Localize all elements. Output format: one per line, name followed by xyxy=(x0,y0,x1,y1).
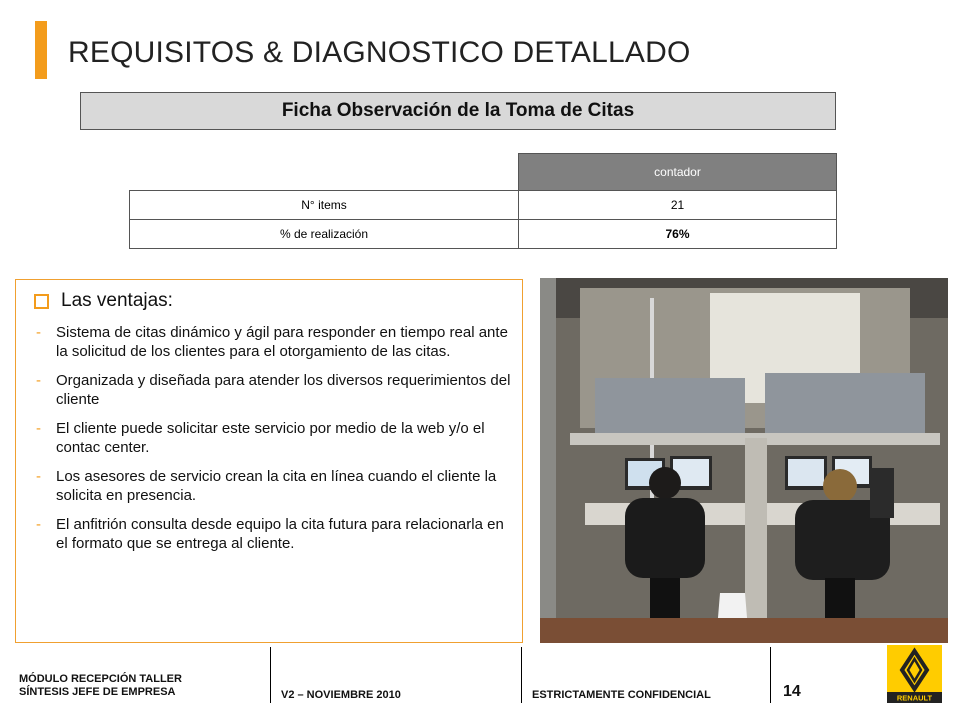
title-accent-bar xyxy=(35,21,47,79)
advantages-list xyxy=(36,323,516,563)
list-item-text: El anfitrión consulta desde equipo la cita futura para relacionarla en el formato que se entrega al cliente. xyxy=(56,516,504,552)
checkbox-bullet-icon xyxy=(34,294,49,309)
footer-version: V2 – NOVIEMBRE 2010 xyxy=(281,689,401,701)
list-item xyxy=(36,515,516,553)
advantages-panel xyxy=(15,279,523,643)
page-number: 14 xyxy=(783,683,801,700)
dash-bullet: - xyxy=(36,516,41,533)
page-title: REQUISITOS & DIAGNOSTICO DETALLADO xyxy=(68,36,691,69)
table-row xyxy=(130,191,837,220)
stats-table-column-header: contador xyxy=(519,154,837,191)
stats-table-header-empty xyxy=(130,154,519,191)
list-item xyxy=(36,467,516,505)
advantages-heading xyxy=(34,290,173,312)
list-item-text: Los asesores de servicio crean la cita en línea cuando el cliente la solicita en presencia. xyxy=(56,468,497,504)
footer-divider xyxy=(270,647,271,703)
dash-bullet: - xyxy=(36,372,41,389)
list-item xyxy=(36,371,516,409)
stats-table-header-row xyxy=(130,154,837,191)
dash-bullet: - xyxy=(36,468,41,485)
subtitle-banner: Ficha Observación de la Toma de Citas xyxy=(80,92,836,130)
stats-row-value: 21 xyxy=(519,191,837,220)
stats-row-label: % de realización xyxy=(130,220,519,249)
list-item xyxy=(36,323,516,361)
table-row xyxy=(130,220,837,249)
stats-row-label: N° items xyxy=(130,191,519,220)
footer-divider xyxy=(521,647,522,703)
list-item-text: Sistema de citas dinámico y ágil para responder en tiempo real ante la solicitud de los clientes para el otorgamiento de las citas. xyxy=(56,324,508,360)
renault-logo xyxy=(887,645,942,703)
footer-module-line1: MÓDULO RECEPCIÓN TALLER xyxy=(19,673,182,685)
dash-bullet: - xyxy=(36,420,41,437)
logo-wordmark: RENAULT xyxy=(896,693,933,703)
stats-table xyxy=(129,153,837,249)
footer-module-info xyxy=(19,673,182,699)
list-item-text: Organizada y diseñada para atender los diversos requerimientos del cliente xyxy=(56,372,511,408)
office-photo xyxy=(540,278,948,643)
footer-module-line2: SÍNTESIS JEFE DE EMPRESA xyxy=(19,686,176,698)
list-item xyxy=(36,419,516,457)
dash-bullet: - xyxy=(36,324,41,341)
list-item-text: El cliente puede solicitar este servicio por medio de la web y/o el contac center. xyxy=(56,420,485,456)
footer-confidential: ESTRICTAMENTE CONFIDENCIAL xyxy=(532,689,711,701)
advantages-heading-text: Las ventajas: xyxy=(61,290,173,311)
footer-divider xyxy=(770,647,771,703)
stats-row-value: 76% xyxy=(519,220,837,249)
